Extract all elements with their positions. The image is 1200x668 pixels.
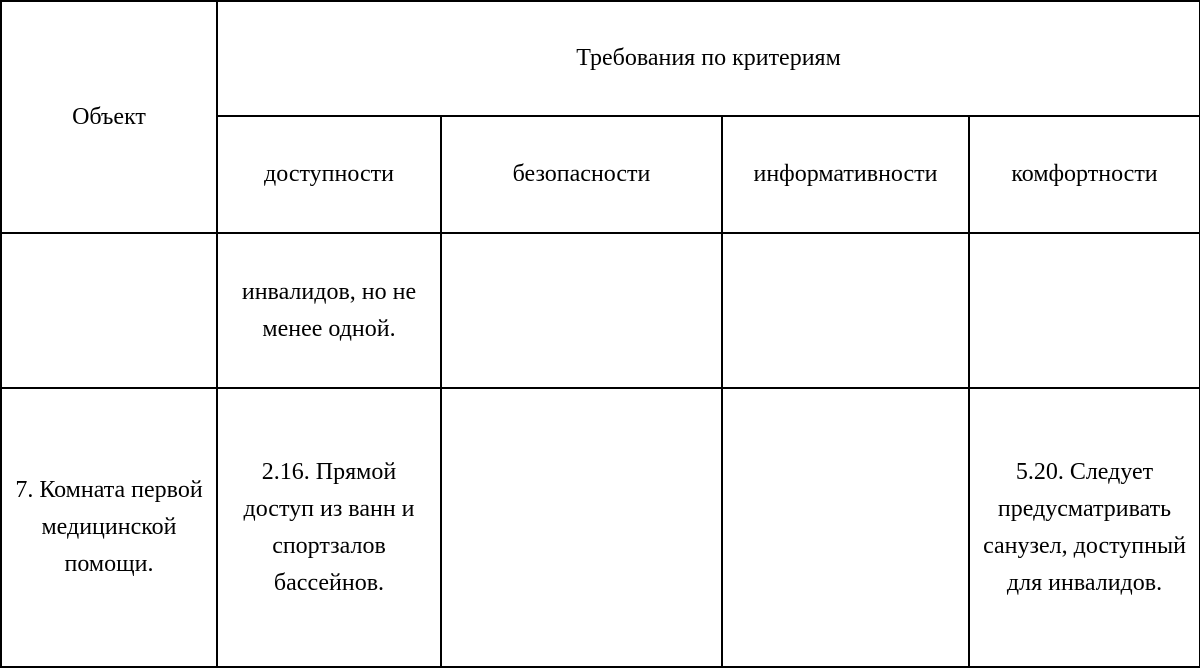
- criteria-label-informativeness: информативности: [753, 161, 938, 187]
- row-accessibility-cell: [217, 388, 441, 667]
- criteria-label-safety: безопасности: [512, 161, 651, 187]
- object-header-label: Объект: [72, 103, 146, 130]
- row-informativeness-cell: [722, 388, 969, 667]
- row-object-cell: [1, 388, 217, 667]
- row-comfort-cell: [969, 388, 1200, 667]
- row-safety-cell: [441, 233, 722, 388]
- object-header-cell: [1, 1, 217, 233]
- row-accessibility-text: 2.16. Прямой доступ из ванн и спортзалов бассейнов.: [243, 458, 415, 596]
- row-comfort-cell: [969, 233, 1200, 388]
- row-informativeness-cell: [722, 233, 969, 388]
- table-row: [1, 233, 1200, 388]
- requirements-header-label: Требования по критериям: [576, 45, 841, 71]
- criteria-label-accessibility: доступности: [264, 161, 394, 187]
- requirements-header-cell: [217, 1, 1200, 116]
- row-accessibility-text: инвалидов, но не менее одной.: [241, 278, 417, 342]
- row-object-cell: [1, 233, 217, 388]
- header-row-top: [1, 1, 1200, 116]
- criteria-header-accessibility: [217, 116, 441, 233]
- criteria-header-comfort: [969, 116, 1200, 233]
- criteria-header-informativeness: [722, 116, 969, 233]
- criteria-label-comfort: комфортности: [1011, 161, 1158, 187]
- row-comfort-text: 5.20. Следует предусматривать санузел, доступный для инвалидов.: [983, 458, 1186, 596]
- row-safety-cell: [441, 388, 722, 667]
- row-accessibility-cell: [217, 233, 441, 388]
- table-row: [1, 388, 1200, 667]
- criteria-header-safety: [441, 116, 722, 233]
- row-object-text: 7. Комната первой медицинской помощи.: [15, 477, 203, 577]
